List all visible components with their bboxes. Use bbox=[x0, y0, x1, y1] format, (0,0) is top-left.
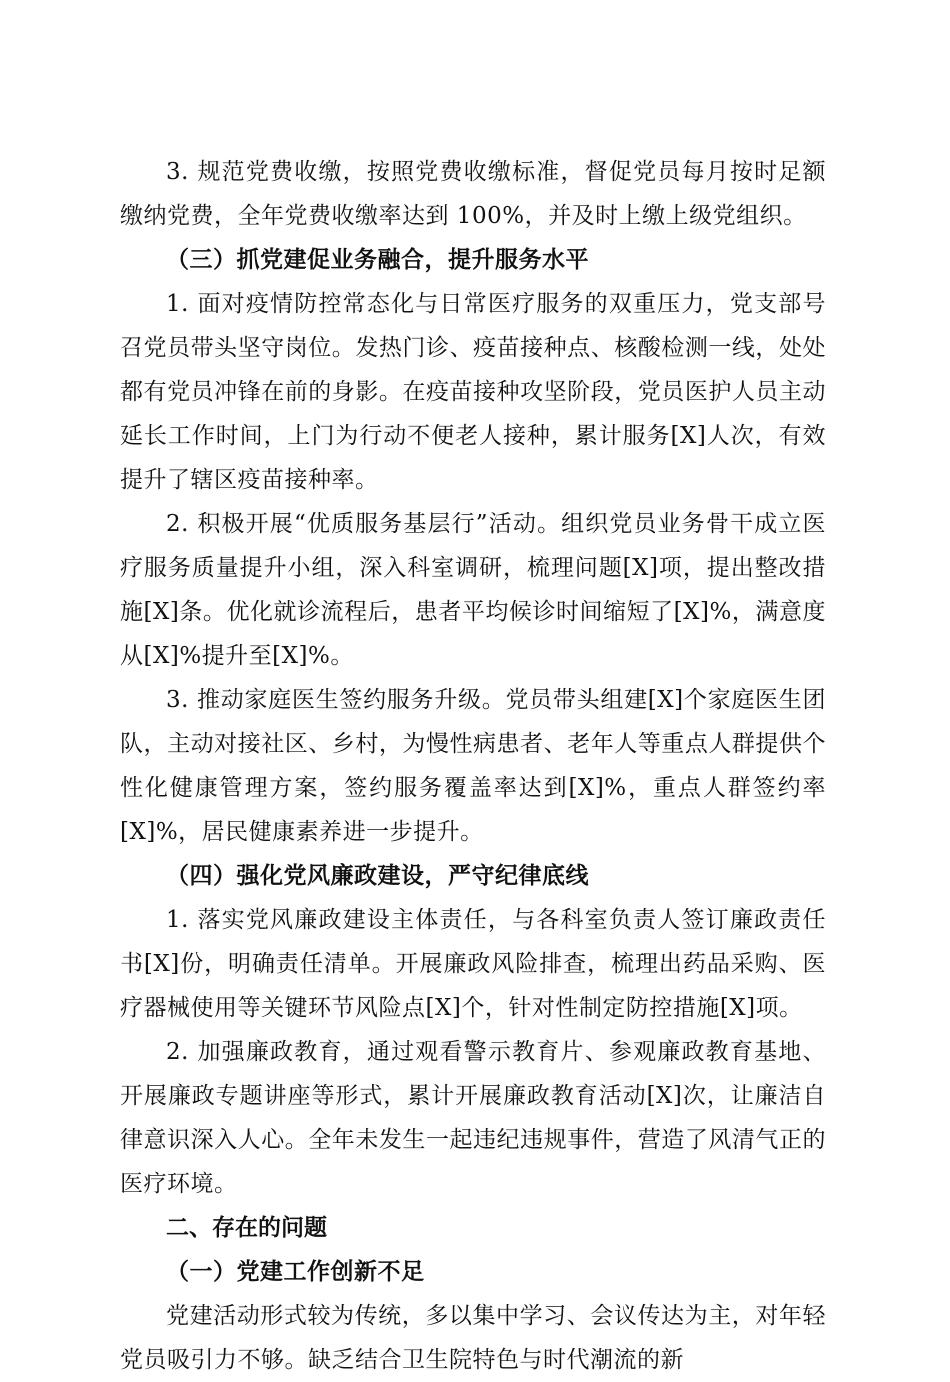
paragraph-innovation: 党建活动形式较为传统，多以集中学习、会议传达为主，对年轻党员吸引力不够。缺乏结合卫生院特色与时代潮流的新 bbox=[120, 1303, 826, 1373]
document-page bbox=[120, 150, 826, 1382]
paragraph-integrity-responsibility: 1. 落实党风廉政建设主体责任，与各科室负责人签订廉政责任书[X]份，明确责任清单。开展廉政风险排查，梳理出药品采购、医疗器械使用等关键环节风险点[X]个，针对性制定防控措施[X]项。 bbox=[120, 907, 826, 1021]
paragraph-epidemic: 1. 面对疫情防控常态化与日常医疗服务的双重压力，党支部号召党员带头坚守岗位。发热门诊、疫苗接种点、核酸检测一线，处处都有党员冲锋在前的身影。在疫苗接种攻坚阶段，党员医护人员主动延长工作时间，上门为行动不便老人接种，累计服务[X]人次，有效提升了辖区疫苗接种率。 bbox=[120, 291, 826, 493]
section-heading-innovation: （一）党建工作创新不足 bbox=[166, 1258, 425, 1285]
section-heading-service: （三）抓党建促业务融合，提升服务水平 bbox=[166, 246, 589, 273]
paragraph-integrity-education: 2. 加强廉政教育，通过观看警示教育片、参观廉政教育基地、开展廉政专题讲座等形式，累计开展廉政教育活动[X]次，让廉洁自律意识深入人心。全年未发生一起违纪违规事件，营造了风清气正的医疗环境。 bbox=[120, 1039, 826, 1197]
section-heading-integrity: （四）强化党风廉政建设，严守纪律底线 bbox=[166, 862, 589, 889]
paragraph-quality-service: 2. 积极开展“优质服务基层行”活动。组织党员业务骨干成立医疗服务质量提升小组，深入科室调研，梳理问题[X]项，提出整改措施[X]条。优化就诊流程后，患者平均候诊时间缩短了[X]%，满意度从[X]%提升至[X]%。 bbox=[120, 511, 826, 669]
chapter-heading-problems: 二、存在的问题 bbox=[166, 1215, 327, 1241]
paragraph-family-doctor: 3. 推动家庭医生签约服务升级。党员带头组建[X]个家庭医生团队，主动对接社区、乡村，为慢性病患者、老年人等重点人群提供个性化健康管理方案，签约服务覆盖率达到[X]%，重点人群签约率[X]%，居民健康素养进一步提升。 bbox=[120, 687, 826, 845]
paragraph-party-dues: 3. 规范党费收缴，按照党费收缴标准，督促党员每月按时足额缴纳党费，全年党费收缴率达到 100%，并及时上缴上级党组织。 bbox=[120, 159, 826, 229]
